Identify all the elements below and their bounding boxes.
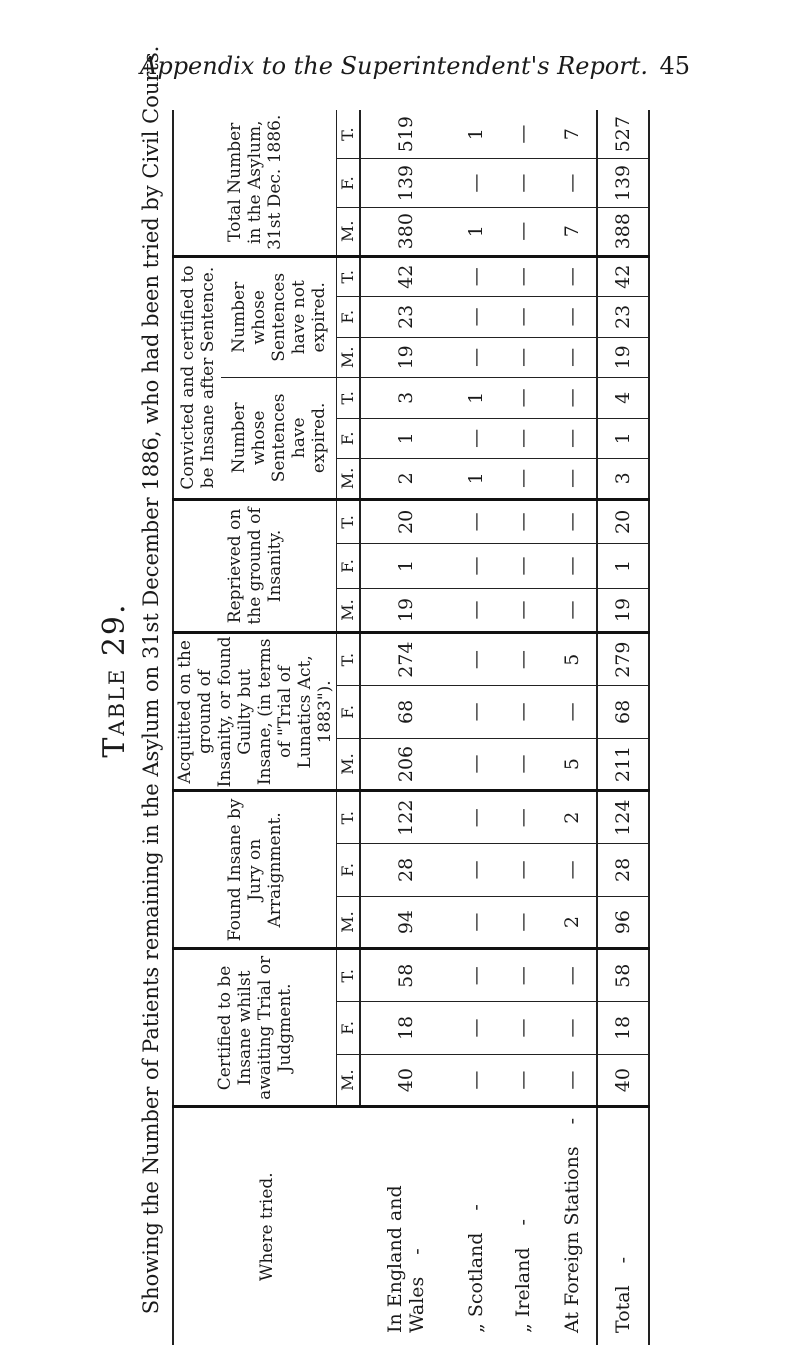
table-container <box>172 110 650 1345</box>
cell-value: — <box>547 337 597 378</box>
cell-value: — <box>500 844 548 897</box>
cell-value: 380 <box>360 207 452 256</box>
cell-value: 4 <box>597 378 649 419</box>
cell-value: — <box>500 297 548 338</box>
convicted-header: Convicted and certified to be Insane after Sentence. <box>173 256 221 499</box>
cell-value: 388 <box>597 207 649 256</box>
cell-value: 68 <box>597 686 649 739</box>
row-label-leader: - <box>560 1117 583 1125</box>
cell-value: — <box>500 791 548 844</box>
table-row <box>500 110 548 1345</box>
cell-value: — <box>547 588 597 633</box>
col-f: F. <box>337 418 361 459</box>
cell-value: — <box>547 1054 597 1107</box>
page-header <box>140 52 690 80</box>
cell-value: — <box>452 949 500 1002</box>
cell-value: — <box>452 588 500 633</box>
cell-value: 5 <box>547 633 597 686</box>
cell-value: 211 <box>597 738 649 791</box>
certified-header: Certified to be Insane whilst awaiting Trial or Judgment. <box>173 949 337 1107</box>
cell-value: — <box>452 418 500 459</box>
cell-value: 527 <box>597 110 649 159</box>
cell-value: 1 <box>452 459 500 500</box>
cell-value: 23 <box>360 297 452 338</box>
cell-value: — <box>452 844 500 897</box>
cell-value: — <box>547 949 597 1002</box>
col-f: F. <box>337 844 361 897</box>
page-number: 45 <box>659 52 690 80</box>
col-t: T. <box>337 499 361 544</box>
cell-value: — <box>547 159 597 208</box>
cell-value: — <box>452 337 500 378</box>
cell-value: 1 <box>360 418 452 459</box>
col-m: M. <box>337 207 361 256</box>
cell-value: 206 <box>360 738 452 791</box>
col-t: T. <box>337 633 361 686</box>
table-heading <box>95 0 167 1360</box>
cell-value: — <box>452 297 500 338</box>
cell-value: — <box>500 1054 548 1107</box>
cell-value: — <box>547 544 597 589</box>
total-row <box>597 110 649 1345</box>
col-m: M. <box>337 588 361 633</box>
col-m: M. <box>337 337 361 378</box>
cell-value: 1 <box>360 544 452 589</box>
row-label-leader: - <box>512 1219 535 1226</box>
col-m: M. <box>337 738 361 791</box>
col-m: M. <box>337 1054 361 1107</box>
sentences-expired-header: Number whose Sentences have expired. <box>221 378 336 500</box>
col-t: T. <box>337 256 361 297</box>
row-label-text: „ Scotland <box>464 1232 487 1333</box>
cell-value: — <box>452 686 500 739</box>
cell-value: — <box>547 1002 597 1055</box>
group-header-row <box>173 110 221 1345</box>
cell-value: — <box>500 686 548 739</box>
row-label-text: In England and Wales <box>383 1185 428 1333</box>
cell-value: — <box>452 1054 500 1107</box>
cell-value: 96 <box>597 896 649 949</box>
cell-value: — <box>547 686 597 739</box>
cell-value: 3 <box>597 459 649 500</box>
cell-value: 28 <box>360 844 452 897</box>
row-label-leader: - <box>464 1204 487 1211</box>
cell-value: — <box>500 256 548 297</box>
cell-value: 28 <box>597 844 649 897</box>
cell-value: 1 <box>597 418 649 459</box>
cell-value: — <box>500 159 548 208</box>
cell-value: 40 <box>597 1054 649 1107</box>
total-number-header: Total Number in the Asylum, 31st Dec. 1886. <box>173 110 337 256</box>
cell-value: 42 <box>597 256 649 297</box>
col-f: F. <box>337 686 361 739</box>
cell-value: 40 <box>360 1054 452 1107</box>
row-label <box>500 1107 548 1345</box>
row-label-text: „ Ireland <box>512 1247 535 1333</box>
cell-value: — <box>452 738 500 791</box>
cell-value: 7 <box>547 110 597 159</box>
col-t: T. <box>337 949 361 1002</box>
table-row <box>360 110 452 1345</box>
col-f: F. <box>337 159 361 208</box>
cell-value: — <box>500 499 548 544</box>
row-label-text: Total <box>612 1285 635 1333</box>
cell-value: — <box>452 544 500 589</box>
cell-value: 19 <box>360 588 452 633</box>
cell-value: — <box>452 896 500 949</box>
cell-value: 2 <box>547 896 597 949</box>
table-subtitle: Showing the Number of Patients remaining in the Asylum on 31st December 1886, who had been tried by Civil Courts. <box>139 45 163 1315</box>
cell-value: — <box>500 633 548 686</box>
cell-value: 94 <box>360 896 452 949</box>
cell-value: — <box>500 378 548 419</box>
col-f: F. <box>337 1002 361 1055</box>
cell-value: — <box>452 256 500 297</box>
row-label-leader: - <box>612 1256 635 1264</box>
cell-value: — <box>500 949 548 1002</box>
cell-value: — <box>500 738 548 791</box>
table-row <box>452 110 500 1345</box>
col-t: T. <box>337 378 361 419</box>
cell-value: — <box>500 207 548 256</box>
table-body <box>360 110 649 1345</box>
cell-value: — <box>500 588 548 633</box>
row-label <box>597 1107 649 1345</box>
cell-value: 20 <box>360 499 452 544</box>
cell-value: — <box>452 1002 500 1055</box>
cell-value: — <box>547 459 597 500</box>
running-title: Appendix to the Superintendent's Report. <box>140 52 648 80</box>
col-t: T. <box>337 791 361 844</box>
cell-value: 5 <box>547 738 597 791</box>
cell-value: 20 <box>597 499 649 544</box>
cell-value: 68 <box>360 686 452 739</box>
col-m: M. <box>337 459 361 500</box>
cell-value: 124 <box>597 791 649 844</box>
col-f: F. <box>337 297 361 338</box>
row-label <box>452 1107 500 1345</box>
cell-value: 2 <box>547 791 597 844</box>
row-label-text: At Foreign Stations <box>560 1146 583 1333</box>
cell-value: — <box>500 110 548 159</box>
cell-value: 58 <box>597 949 649 1002</box>
cell-value: — <box>452 499 500 544</box>
cell-value: — <box>500 337 548 378</box>
acquitted-header: Acquitted on the ground of Insanity, or found Guilty but Insane, (in terms of "Trial of Lunatics Act, 1883"). <box>173 633 337 791</box>
row-label <box>360 1107 452 1345</box>
cell-value: — <box>452 159 500 208</box>
cell-value: 122 <box>360 791 452 844</box>
cell-value: — <box>547 256 597 297</box>
cell-value: 18 <box>597 1002 649 1055</box>
cell-value: — <box>452 791 500 844</box>
cell-value: 1 <box>452 378 500 419</box>
cell-value: — <box>452 633 500 686</box>
cell-value: — <box>547 844 597 897</box>
cell-value: 58 <box>360 949 452 1002</box>
cell-value: 23 <box>597 297 649 338</box>
cell-value: — <box>547 418 597 459</box>
cell-value: 7 <box>547 207 597 256</box>
cell-value: 1 <box>452 110 500 159</box>
cell-value: — <box>547 499 597 544</box>
cell-value: 18 <box>360 1002 452 1055</box>
cell-value: 3 <box>360 378 452 419</box>
cell-value: 139 <box>360 159 452 208</box>
sentences-not-expired-header: Number whose Sentences have not expired. <box>221 256 336 378</box>
cell-value: — <box>547 297 597 338</box>
cell-value: 1 <box>452 207 500 256</box>
col-m: M. <box>337 896 361 949</box>
cell-value: 139 <box>597 159 649 208</box>
cell-value: — <box>500 896 548 949</box>
col-t: T. <box>337 110 361 159</box>
cell-value: 2 <box>360 459 452 500</box>
where-tried-header: Where tried. <box>173 1107 360 1345</box>
cell-value: 1 <box>597 544 649 589</box>
col-f: F. <box>337 544 361 589</box>
cell-value: 519 <box>360 110 452 159</box>
cell-value: 19 <box>597 337 649 378</box>
table-number: Table 29. <box>97 602 132 758</box>
cell-value: — <box>500 418 548 459</box>
cell-value: 42 <box>360 256 452 297</box>
row-label-leader: - <box>405 1248 428 1255</box>
cell-value: 19 <box>597 588 649 633</box>
cell-value: 274 <box>360 633 452 686</box>
table-row <box>547 110 597 1345</box>
cell-value: 19 <box>360 337 452 378</box>
reprieved-header: Reprieved on the ground of Insanity. <box>173 499 337 633</box>
cell-value: — <box>500 459 548 500</box>
cell-value: — <box>500 1002 548 1055</box>
cell-value: — <box>547 378 597 419</box>
cell-value: 279 <box>597 633 649 686</box>
patients-table <box>172 110 650 1345</box>
found-insane-header: Found Insane by Jury on Arraignment. <box>173 791 337 949</box>
cell-value: — <box>500 544 548 589</box>
row-label <box>547 1107 597 1345</box>
